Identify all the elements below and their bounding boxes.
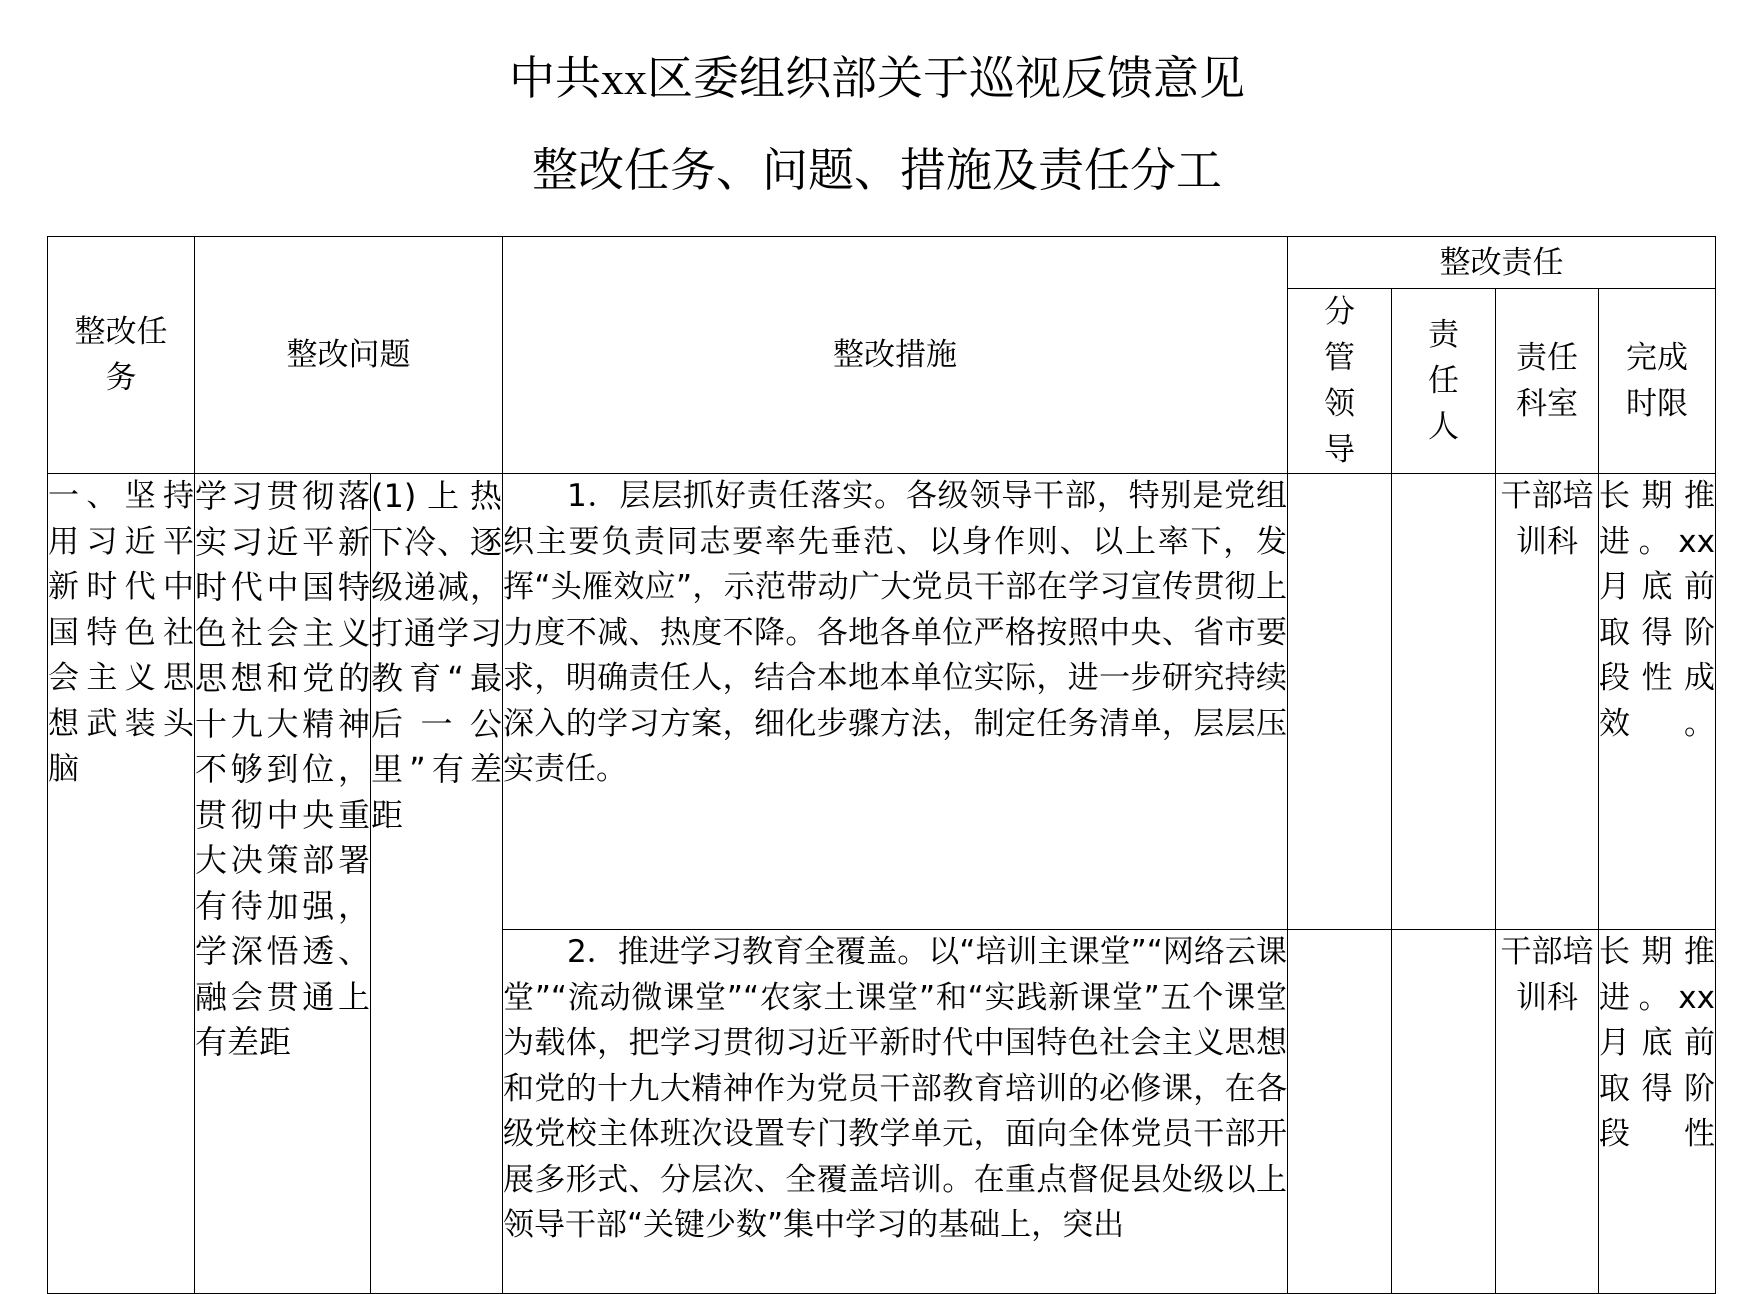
subproblem-cell: (1)上热下冷、逐级递减，打通学习教育“最后一公里”有差距 — [371, 474, 503, 1294]
measure-cell — [503, 474, 1288, 930]
task-cell: 一、坚持用习近平新时代中国特色社会主义思想武装头脑 — [48, 474, 195, 1294]
document-title-line-2: 整改任务、问题、措施及责任分工 — [532, 143, 1222, 197]
measure-cell — [503, 930, 1288, 1294]
person-cell — [1392, 474, 1496, 930]
leader-cell — [1288, 930, 1392, 1294]
document-title-line-1 — [0, 50, 1754, 107]
title-prefix: 中共 — [509, 51, 601, 105]
header-measure: 整改措施 — [503, 237, 1288, 474]
header-row-1 — [48, 237, 1716, 289]
header-responsibility: 整改责任 — [1288, 237, 1716, 289]
measure-text: 1．层层抓好责任落实。各级领导干部，特别是党组织主要负责同志要率先垂范、以身作则、以上率下，发挥“头雁效应”，示范带动广大党员干部在学习宣传贯彻上力度不减、热度不降。各地各单位严格按照中央、省市要求，明确责任人，结合本地本单位实际，进一步研究持续深入的学习方案，细化步骤方法，制定任务清单，层层压实责任。 — [503, 478, 1287, 787]
title-district-placeholder: xx — [601, 53, 647, 104]
rectification-table — [47, 236, 1716, 1294]
table-row — [48, 474, 1716, 930]
problem-cell: 学习贯彻落实习近平新时代中国特色社会主义思想和党的十九大精神不够到位，贯彻中央重大决策部署有待加强，学深悟透、融会贯通上有差距 — [195, 474, 371, 1294]
header-person: 责任人 — [1392, 289, 1496, 474]
header-leader: 分管领导 — [1288, 289, 1392, 474]
measure-text: 2．推进学习教育全覆盖。以“培训主课堂”“网络云课堂”“流动微课堂”“农家土课堂”和“实践新课堂”五个课堂为载体，把学习贯彻习近平新时代中国特色社会主义思想和党的十九大精神作为党员干部教育培训的必修课，在各级党校主体班次设置专门教学单元，面向全体党员干部开展多形式、分层次、全覆盖培训。在重点督促县处级以上领导干部“关键少数”集中学习的基础上，突出 — [503, 934, 1287, 1243]
office-cell: 干部培训科 — [1496, 474, 1599, 930]
header-problem: 整改问题 — [195, 237, 503, 474]
header-office: 责任科室 — [1496, 289, 1599, 474]
header-task: 整改任务 — [48, 237, 195, 474]
deadline-text: 长期推进。xx月底前取得阶段性 — [1599, 934, 1715, 1152]
leader-cell — [1288, 474, 1392, 930]
deadline-cell: 长期推进。xx月底前取得阶段性成效。 — [1599, 474, 1716, 930]
deadline-cell — [1599, 930, 1716, 1294]
title-suffix: 区委组织部关于巡视反馈意见 — [647, 51, 1245, 105]
person-cell — [1392, 930, 1496, 1294]
header-deadline: 完成时限 — [1599, 289, 1716, 474]
office-cell: 干部培训科 — [1496, 930, 1599, 1294]
